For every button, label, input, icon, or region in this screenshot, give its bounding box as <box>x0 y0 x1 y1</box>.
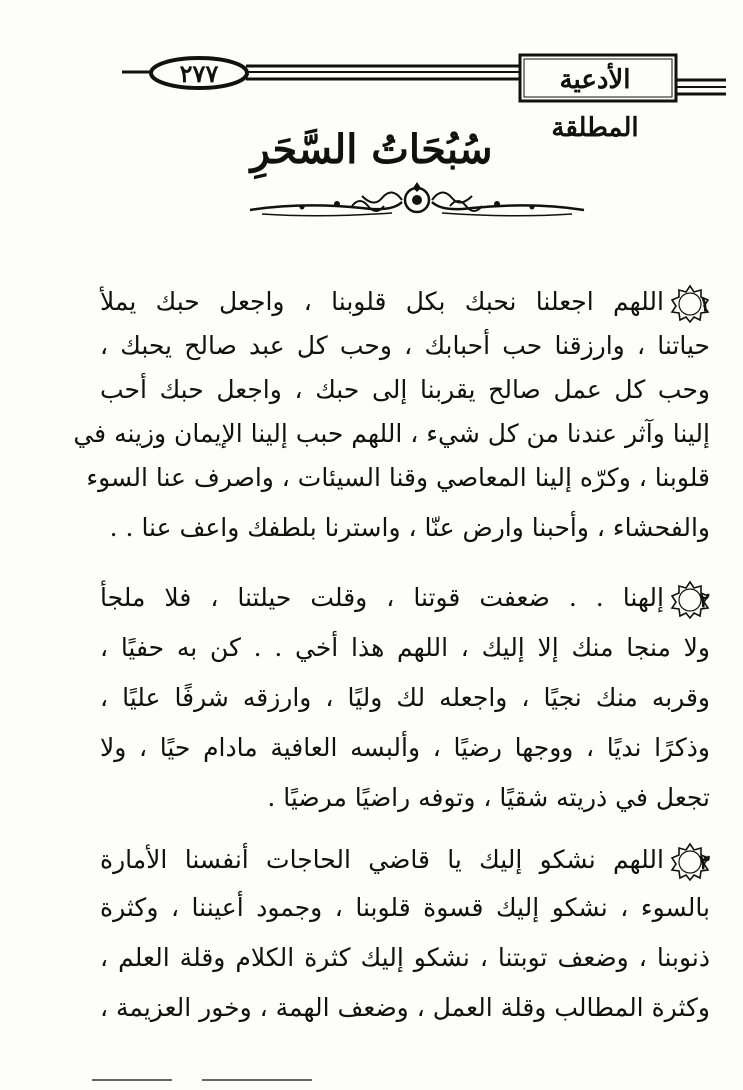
dua-2-line-4: وذكرًا نديًا ، ووجها رضيًا ، وألبسه العافية مادام حيًا ، ولا <box>100 733 710 762</box>
dua-2-line-5: تجعل في ذريته شقيًا ، وتوفه راضيًا مرضيًا . <box>267 783 710 812</box>
dua-1-line-2: حياتنا ، وارزقنا حب أحبابك ، وحب كل عبد صالح يحبك ، <box>100 331 710 360</box>
bottom-rule <box>92 1078 312 1082</box>
dua-number-badge-2 <box>670 580 710 620</box>
dua-number-badge-3 <box>670 842 710 882</box>
page-number: ٢٧٧ <box>179 59 219 88</box>
ornament-divider <box>242 180 592 222</box>
dua-1-line-4: إلينا وآثر عندنا من كل شيء ، اللهم حبب إلينا الإيمان وزينه في <box>73 419 710 448</box>
dua-number-1: ١ <box>699 291 710 316</box>
dua-1-line-5: قلوبنا ، وكرّه إلينا المعاصي وقنا السيئات ، واصرف عنا السوء <box>86 463 710 492</box>
dua-3-line-2: بالسوء ، نشكو إليك قسوة قلوبنا ، وجمود أعيننا ، وكثرة <box>100 893 710 922</box>
dua-number-badge-1 <box>670 284 710 324</box>
dua-2-line-3: وقربه منك نجيًا ، واجعله لك وليًا ، وارزقه شرفًا عليًا ، <box>100 683 710 712</box>
dua-1-line-1 <box>100 280 710 324</box>
dua-3-line-4: وكثرة المطالب وقلة العمل ، وضعف الهمة ، وخور العزيمة ، <box>99 993 710 1022</box>
dua-1-line-1-text: اللهم اجعلنا نحبك بكل قلوبنا ، واجعل حبك يملأ <box>100 287 664 316</box>
dua-3-line-1-text: اللهم نشكو إليك يا قاضي الحاجات أنفسنا الأمارة <box>100 845 664 874</box>
dua-2-line-1 <box>100 576 710 620</box>
chapter-title: سُبُحَاتُ السَّحَرِ <box>250 126 493 173</box>
dua-2-line-2: ولا منجا منك إلا إليك ، اللهم هذا أخي . . كن به حفيًا ، <box>100 633 710 662</box>
dua-3-line-3: ذنوبنا ، وضعف توبتنا ، نشكو إليك كثرة الكلام وقلة العلم ، <box>100 943 710 972</box>
dua-1-line-3: وحب كل عمل صالح يقربنا إلى حبك ، واجعل حبك أحب <box>100 375 710 404</box>
dua-number-3: ٣ <box>699 849 710 874</box>
dua-number-2: ٢ <box>699 587 710 612</box>
dua-1-line-6: والفحشاء ، وأحبنا وارض عنّا ، واسترنا بلطفك واعف عنا . . <box>109 513 710 542</box>
dua-2-line-1-text: إلهنا . . ضعفت قوتنا ، وقلت حيلتنا ، فلا ملجأ <box>100 583 664 612</box>
section-title: الأدعية المطلقة <box>551 65 639 143</box>
dua-3-line-1 <box>100 838 710 882</box>
